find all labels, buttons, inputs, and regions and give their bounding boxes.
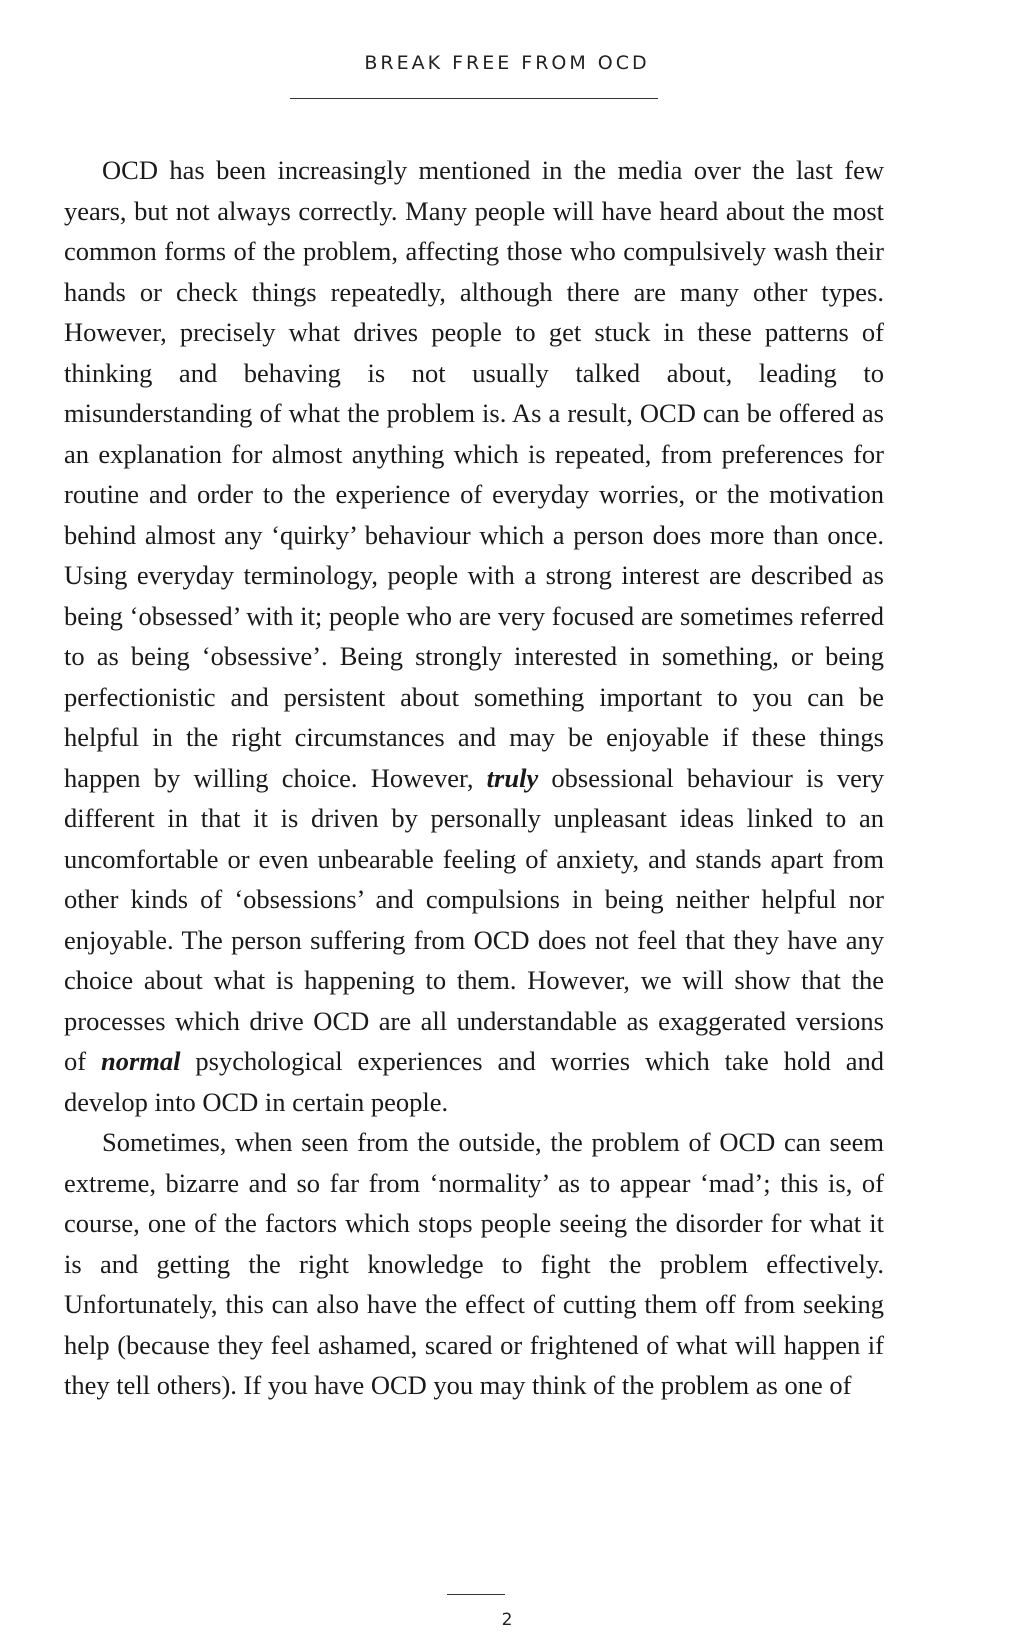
paragraph-1-text-a: OCD has been increasingly mentioned in the media over the last few years, but not always correctly. Many people will have heard about the most common forms of the problem, affecting those who compulsively wash their hands or check things repeatedly, although there are many other types. However, precisely what drives people to get stuck in these patterns of thinking and behaving is not usually talked about, leading to misunderstanding of what the problem is. As a result, OCD can be offered as an explanation for almost anything which is repeated, from preferences for routine and order to the experience of everyday worries, or the motivation behind almost any ‘quirky’ behaviour which a person does more than once. Using everyday terminology, people with a strong interest are described as being ‘obsessed’ with it; people who are very focused are sometimes referred to as being ‘obsessive’. Being strongly interested in something, or being perfectionistic and persistent about something important to you can be helpful in the right circumstances and may be enjoyable if these things happen by willing choice. However, xyxy=(64,155,884,793)
paragraph-1 xyxy=(64,150,884,1122)
paragraph-1-text-b: obsessional behaviour is very different in that it is driven by personally unpleasant ideas linked to an uncomfortable or even unbearable feeling of anxiety, and stands apart from other kinds of ‘obsessions’ and compulsions in being neither helpful nor enjoyable. The person suffering from OCD does not feel that they have any choice about what is happening to them. However, we will show that the processes which drive OCD are all understandable as exaggerated versions of xyxy=(64,762,884,1076)
emphasis-truly: truly xyxy=(486,762,539,793)
page-number: 2 xyxy=(501,1610,513,1630)
paragraph-2: Sometimes, when seen from the outside, the problem of OCD can seem extreme, bizarre and so far from ‘normality’ as to appear ‘mad’; this is, of course, one of the factors which stops people seeing the disorder for what it is and getting the right knowledge to fight the problem effectively. Unfortunately, this can also have the effect of cutting them off from seeking help (because they feel ashamed, scared or frightened of what will happen if they tell others). If you have OCD you may think of the problem as one of xyxy=(64,1127,884,1400)
header-rule xyxy=(290,98,658,99)
page-body xyxy=(64,150,884,1406)
emphasis-normal: normal xyxy=(100,1046,181,1076)
running-head: BREAK FREE FROM OCD xyxy=(364,52,650,74)
footer-rule xyxy=(447,1594,505,1595)
paragraph-1-text-c: psychological experiences and worries which take hold and develop into OCD in certain people. xyxy=(64,1046,884,1117)
